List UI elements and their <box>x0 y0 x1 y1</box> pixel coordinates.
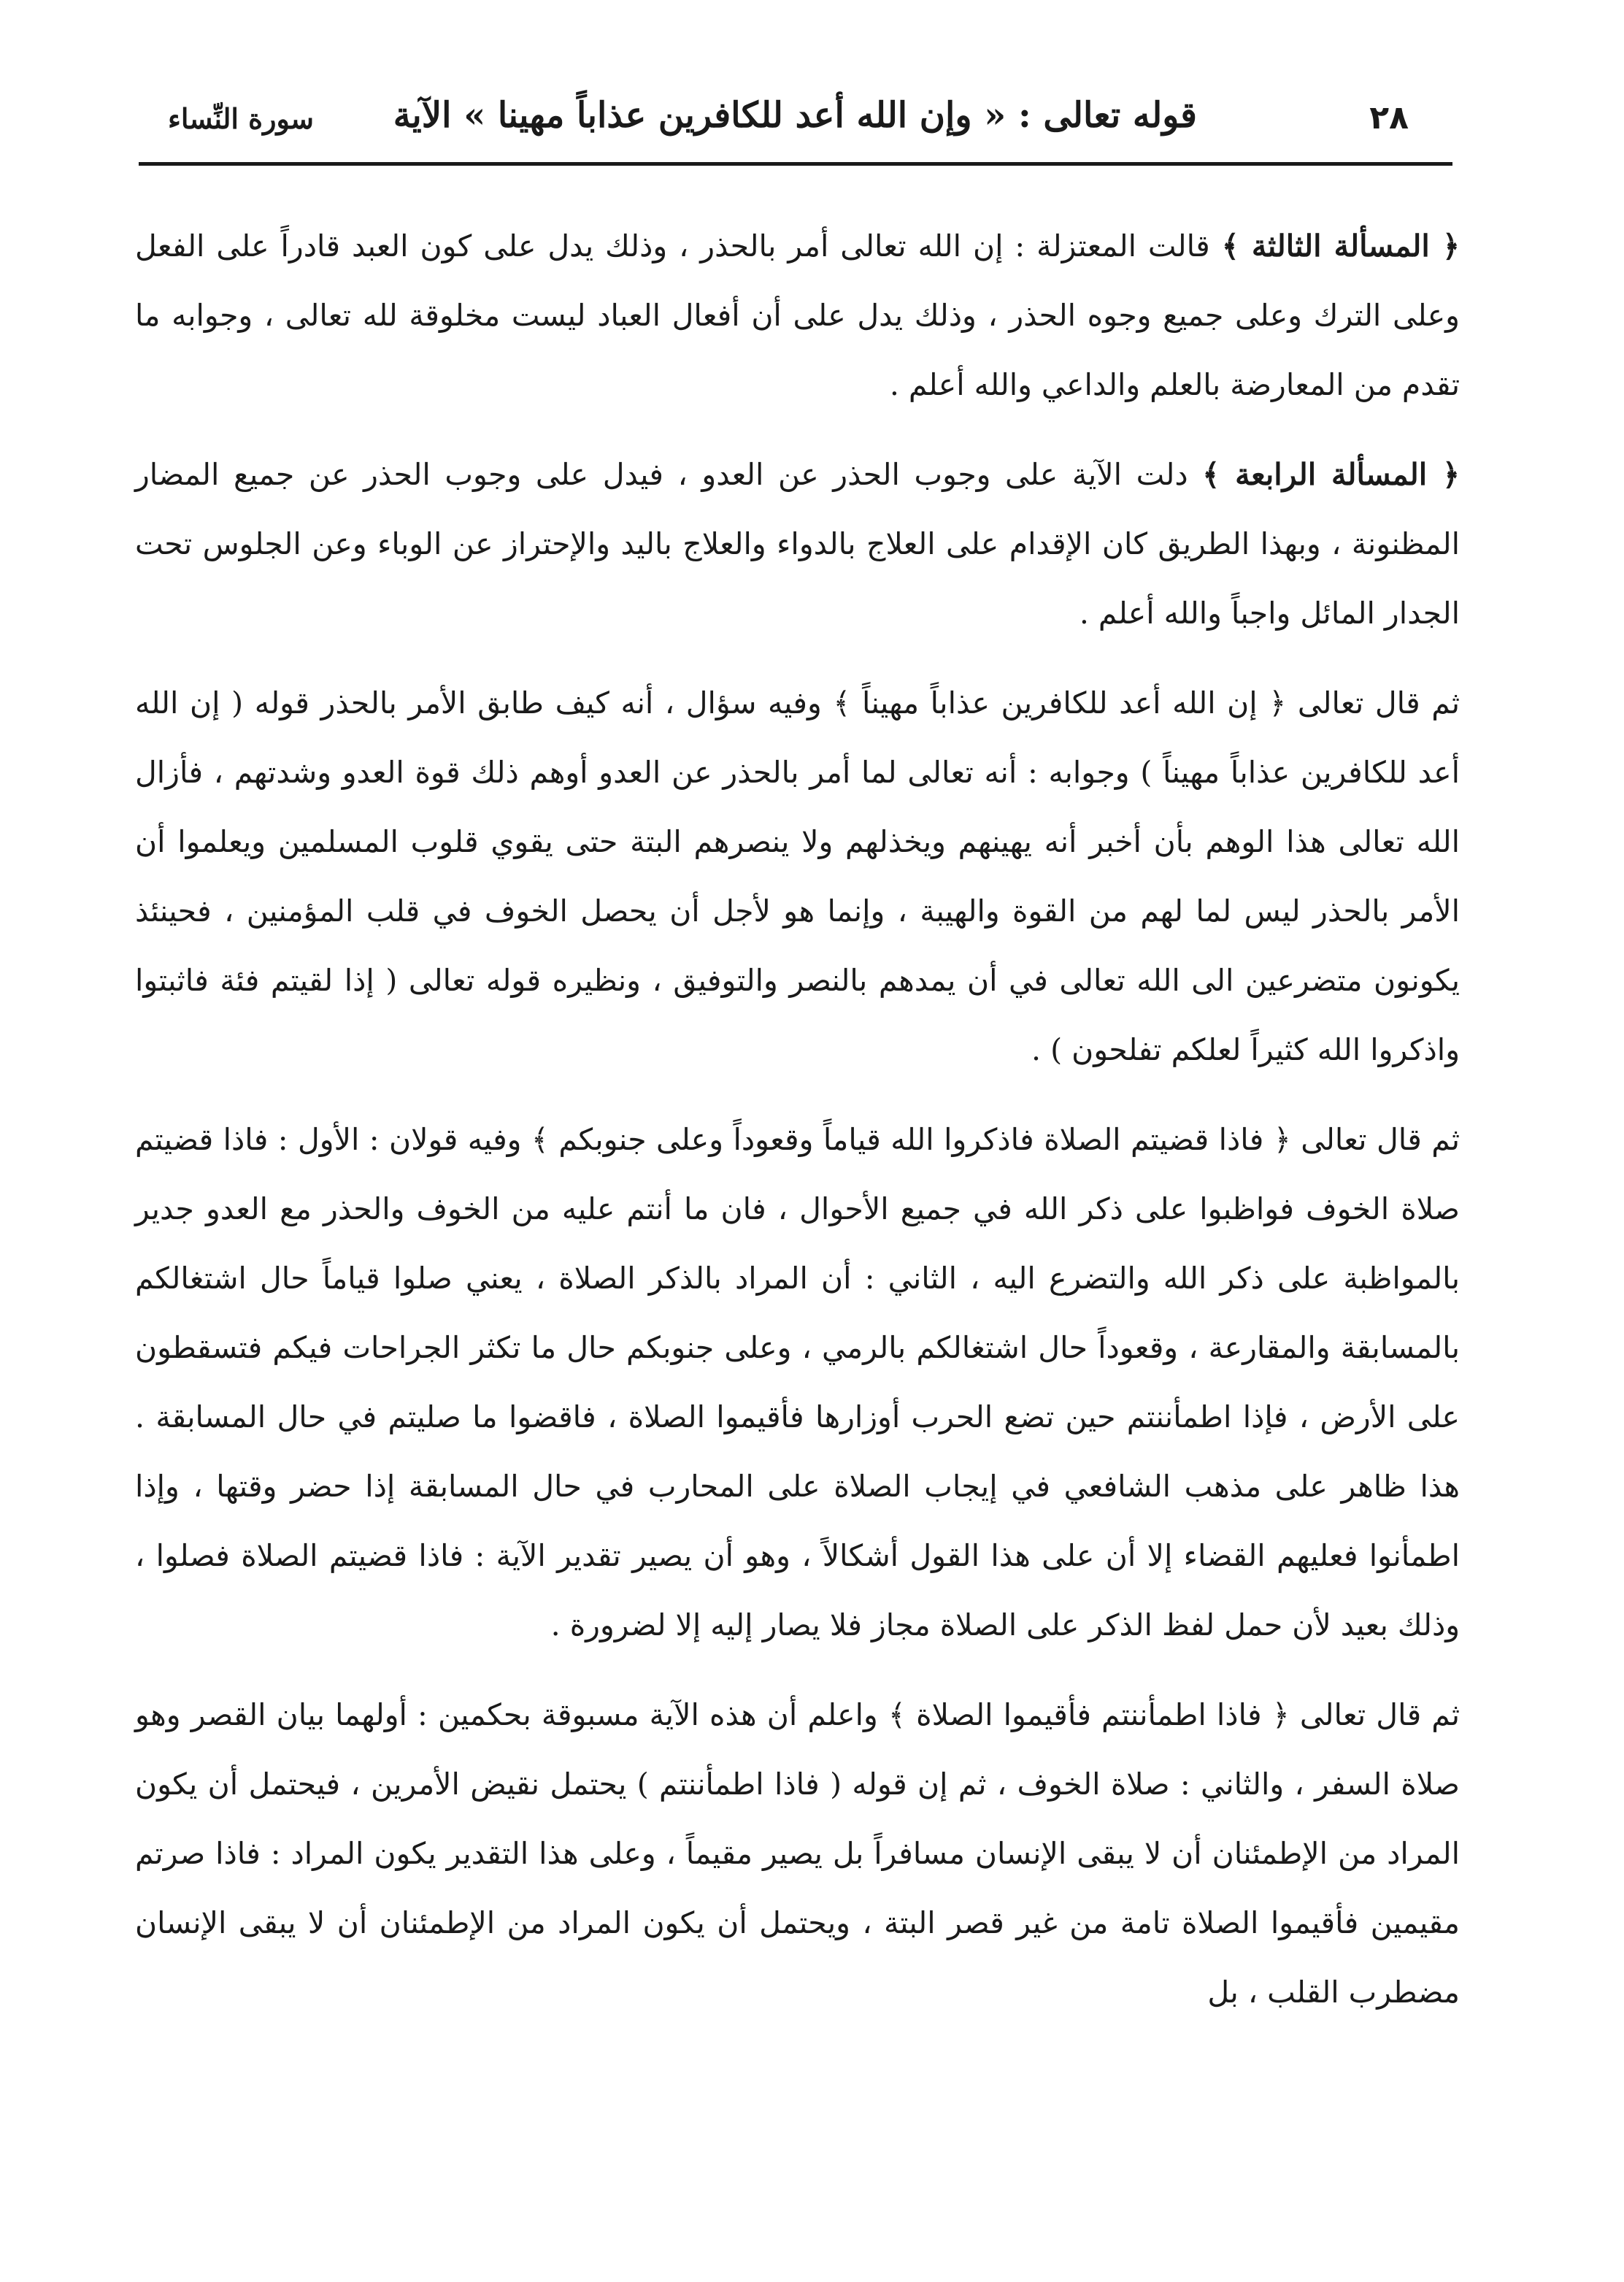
paragraph-humiliating-punishment <box>135 669 1460 1085</box>
paragraph-issue-three <box>135 212 1460 420</box>
paragraph-issue-four <box>135 440 1460 648</box>
body-text <box>135 212 1460 2048</box>
header-divider <box>139 162 1452 166</box>
paragraph-text: ثم قال تعالى ﴿ فاذا قضيتم الصلاة فاذكروا الله قياماً وقعوداً وعلى جنوبكم ﴾ وفيه قولان : الأول : فاذا قضيتم صلاة الخوف فواظبوا على ذكر الله في جميع الأحوال ، فان ما أنتم عليه من الخوف والحذر مع العدو جدير بالمواظبة على ذكر الله والتضرع اليه ، الثاني : أن المراد بالذكر الصلاة ، يعني صلوا قياماً حال اشتغالكم بالمسابقة والمقارعة ، وقعوداً حال اشتغالكم بالرمي ، وعلى جنوبكم حال ما تكثر الجراحات فيكم فتسقطون على الأرض ، فإذا اطمأننتم حين تضع الحرب أوزارها فأقيموا الصلاة ، فاقضوا ما صليتم في حال المسابقة . هذا ظاهر على مذهب الشافعي في إيجاب الصلاة على المحارب في حال المسابقة إذا حضر وقتها ، وإذا اطمأنوا فعليهم القضاء إلا أن على هذا القول أشكالاً ، وهو أن يصير تقدير الآية : فاذا قضيتم الصلاة فصلوا ، وذلك بعيد لأن حمل لفظ الذكر على الصلاة مجاز فلا يصار إليه إلا لضرورة . <box>135 1122 1460 1643</box>
paragraph-heading: ﴿ المسألة الرابعة ﴾ <box>1202 457 1460 492</box>
surah-name: سورة النِّساء <box>168 102 314 135</box>
page-header <box>139 95 1438 153</box>
running-title: قوله تعالى : « وإن الله أعد للكافرين عذاباً مهينا » الآية <box>393 95 1197 136</box>
paragraph-text: قالت المعتزلة : إن الله تعالى أمر بالحذر ، وذلك يدل على كون العبد قادراً على الفعل وعلى الترك وعلى جميع وجوه الحذر ، وذلك يدل على أن أفعال العباد ليست مخلوقة لله تعالى ، وجوابه ما تقدم من المعارضة بالعلم والداعي والله أعلم . <box>135 228 1460 402</box>
paragraph-text: دلت الآية على وجوب الحذر عن العدو ، فيدل على وجوب الحذر عن جميع المضار المظنونة ، وبهذا الطريق كان الإقدام على العلاج بالدواء والعلاج باليد والإحتراز عن الوباء وعن الجلوس تحت الجدار المائل واجباً والله أعلم . <box>135 457 1460 631</box>
paragraph-establish-prayer <box>135 1680 1460 2027</box>
paragraph-remembrance <box>135 1105 1460 1660</box>
page-number: ٢٨ <box>1369 99 1409 137</box>
paragraph-heading: ﴿ المسألة الثالثة ﴾ <box>1221 228 1461 264</box>
paragraph-text: ثم قال تعالى ﴿ إن الله أعد للكافرين عذاباً مهيناً ﴾ وفيه سؤال ، أنه كيف طابق الأمر بالحذر قوله ( إن الله أعد للكافرين عذاباً مهيناً ) وجوابه : أنه تعالى لما أمر بالحذر عن العدو أوهم ذلك قوة العدو وشدتهم ، فأزال الله تعالى هذا الوهم بأن أخبر أنه يهينهم ويخذلهم ولا ينصرهم البتة حتى يقوي قلوب المسلمين ويعلموا أن الأمر بالحذر ليس لما لهم من القوة والهيبة ، وإنما هو لأجل أن يحصل الخوف في قلب المؤمنين ، فحينئذ يكونون متضرعين الى الله تعالى في أن يمدهم بالنصر والتوفيق ، ونظيره قوله تعالى ( إذا لقيتم فئة فاثبتوا واذكروا الله كثيراً لعلكم تفلحون ) . <box>135 685 1460 1067</box>
paragraph-text: ثم قال تعالى ﴿ فاذا اطمأننتم فأقيموا الصلاة ﴾ واعلم أن هذه الآية مسبوقة بحكمين : أولهما بيان القصر وهو صلاة السفر ، والثاني : صلاة الخوف ، ثم إن قوله ( فاذا اطمأننتم ) يحتمل نقيض الأمرين ، فيحتمل أن يكون المراد من الإطمئنان أن لا يبقى الإنسان مسافراً بل يصير مقيماً ، وعلى هذا التقدير يكون المراد : فاذا صرتم مقيمين فأقيموا الصلاة تامة من غير قصر البتة ، ويحتمل أن يكون المراد من الإطمئنان أن لا يبقى الإنسان مضطرب القلب ، بل <box>135 1697 1461 2010</box>
